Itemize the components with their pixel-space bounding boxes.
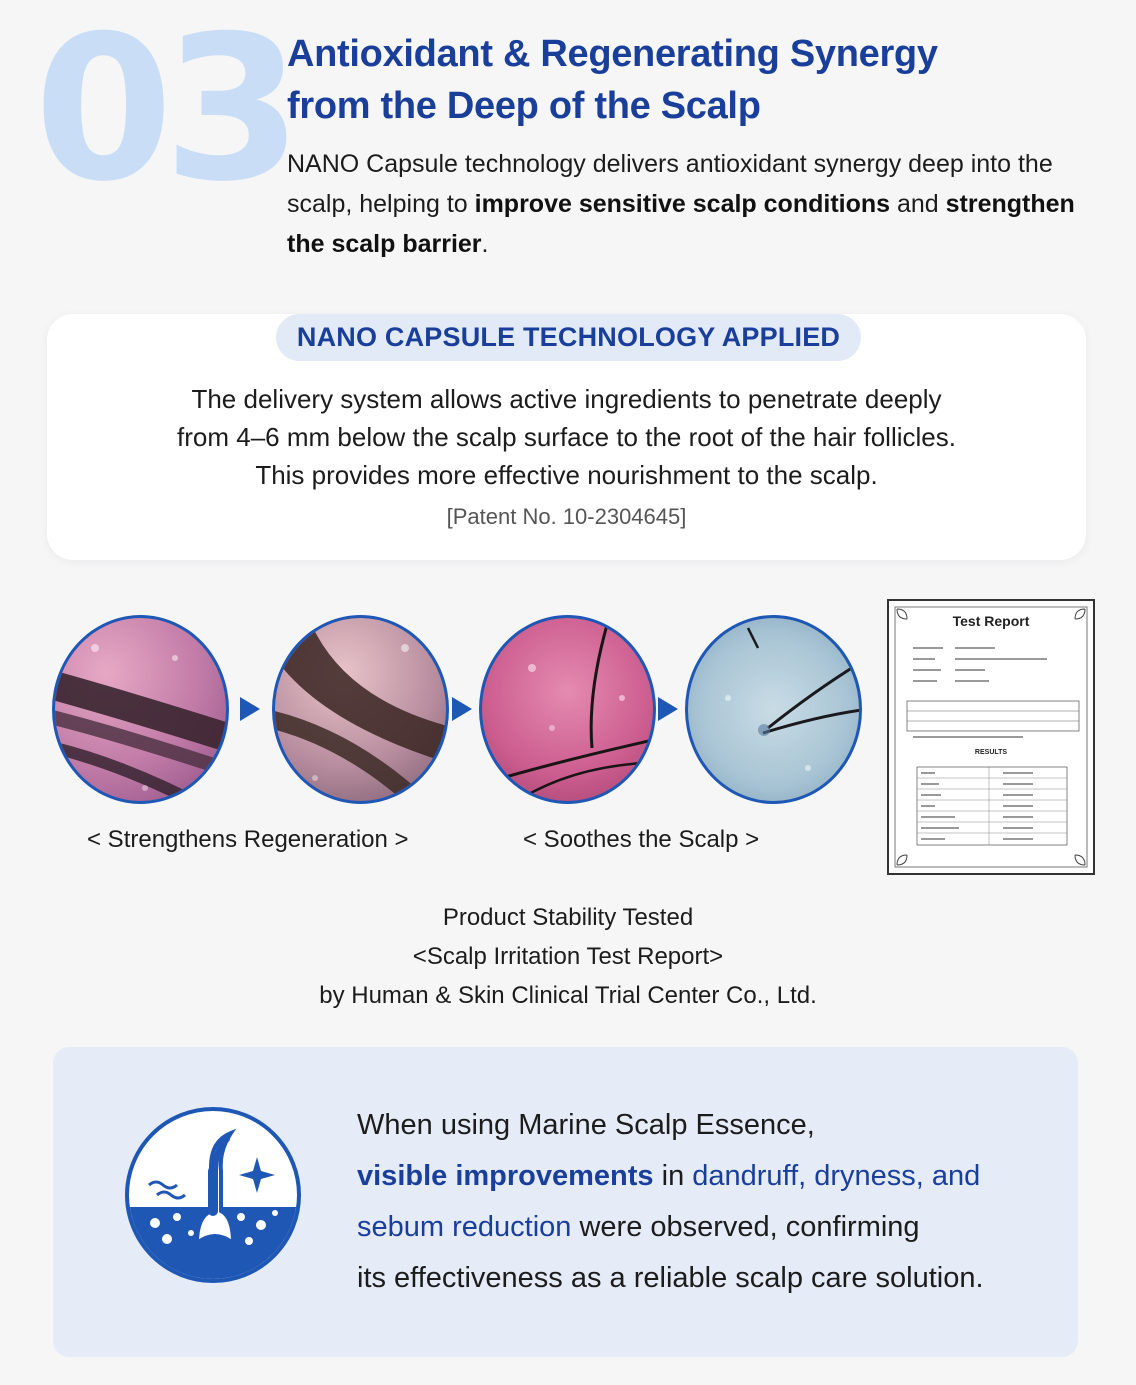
effect-highlight-2: sebum reduction: [357, 1211, 572, 1243]
desc-text-2: and: [890, 190, 946, 218]
stability-statement: [0, 898, 1136, 1015]
report-results-label: RESULTS: [974, 749, 1008, 756]
scalp-follicle-icon: [125, 1107, 301, 1283]
effect-rest-1: were observed, confirming: [571, 1211, 920, 1243]
effect-in-word: in: [653, 1160, 693, 1192]
scalp-photo-before-soothing: [479, 615, 656, 804]
section-header: [287, 28, 1107, 264]
stability-line-3: by Human & Skin Clinical Trial Center Co., Ltd.: [319, 982, 817, 1009]
nano-capsule-card: [47, 314, 1086, 560]
nano-line-2: from 4–6 mm below the scalp surface to the root of the hair follicles.: [177, 422, 956, 452]
scalp-photo-before-regeneration: [52, 615, 229, 804]
patent-number: [Patent No. 10-2304645]: [446, 504, 687, 529]
scalp-photo-after-regeneration: [272, 615, 449, 804]
stability-line-2: <Scalp Irritation Test Report>: [412, 943, 724, 970]
desc-bold-2: strengthen the scalp barrier: [287, 190, 1075, 258]
title-line-1: Antioxidant & Regenerating Synergy: [287, 33, 938, 75]
arrow-right-icon: [658, 697, 678, 721]
section-description: [287, 144, 1107, 264]
nano-capsule-pill: NANO CAPSULE TECHNOLOGY APPLIED: [276, 314, 861, 361]
effect-line-1: When using Marine Scalp Essence,: [357, 1109, 815, 1141]
nano-line-3: This provides more effective nourishment to the scalp.: [255, 460, 878, 490]
section-title: [287, 28, 1107, 132]
effectiveness-text: [357, 1100, 1057, 1304]
effect-line-4: its effectiveness as a reliable scalp care solution.: [357, 1262, 984, 1294]
desc-text-3: .: [481, 230, 489, 258]
effect-highlight-bold: visible improvements: [357, 1160, 654, 1192]
desc-text-1: NANO Capsule technology delivers antioxidant synergy deep into the scalp, helping to: [287, 150, 1053, 218]
arrow-right-icon: [240, 697, 260, 721]
scalp-photo-after-soothing: [685, 615, 862, 804]
nano-line-1: The delivery system allows active ingredients to penetrate deeply: [191, 384, 942, 414]
section-number: 03: [34, 0, 293, 226]
effect-highlight-1: dandruff, dryness, and: [692, 1160, 981, 1192]
caption-soothes-scalp: < Soothes the Scalp >: [523, 826, 760, 853]
desc-bold-1: improve sensitive scalp conditions: [474, 190, 891, 218]
report-document-graphic: [889, 601, 1093, 873]
title-line-2: from the Deep of the Scalp: [287, 85, 761, 127]
stability-line-1: Product Stability Tested: [442, 904, 694, 931]
effect-line-2: [357, 1151, 1057, 1202]
report-title: Test Report: [952, 613, 1030, 629]
test-report-thumbnail: [887, 599, 1095, 875]
caption-strengthens-regeneration: < Strengthens Regeneration >: [87, 826, 409, 853]
arrow-right-icon: [452, 697, 472, 721]
nano-description: [47, 380, 1086, 494]
effect-line-3: [357, 1202, 1057, 1253]
